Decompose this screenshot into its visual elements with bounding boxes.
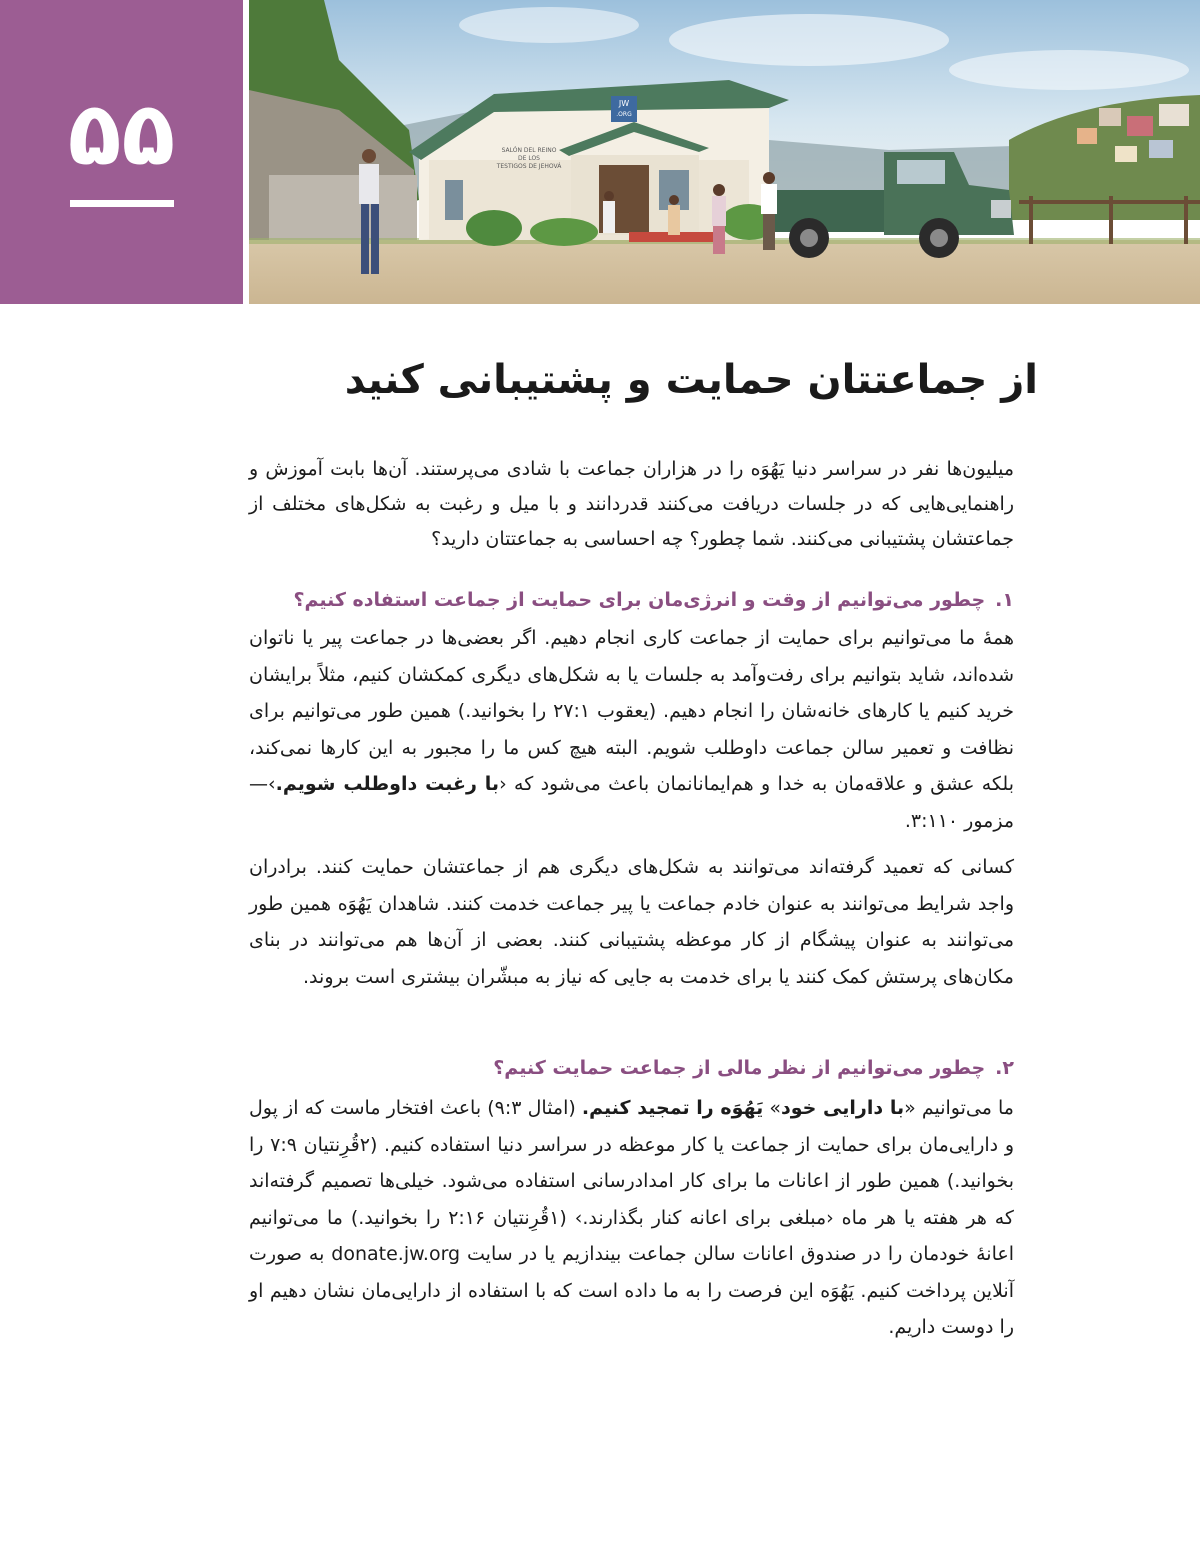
section-2-p1-text: (امثال ۹:۳) باعث افتخار ماست که از پول و دارایی‌مان برای حمایت از جماعت یا کار موعظه در سراسر دنیا استفاده کنیم. (۲قُرِنتیان ۷:۹ را بخوانید.) همین طور از اعانات ما برای کار امدادرسانی استفاده می‌شود. خیلی‌ها تصمیم گرفته‌اند که هر هفته یا هر ماه ‹مبلغی برای اعانه کنار بگذارند.› (۱قُرِنتیان ۲:۱۶ را بخوانید.) ما می‌توانیم اعانهٔ خودمان را در صندوق اعانات سالن جماعت بیندازیم یا در سایت (249, 1097, 1014, 1265)
section-1-paragraph-1 (249, 620, 1014, 839)
section-2-p1-mid: » (763, 1097, 781, 1119)
jw-logo-text: JW (618, 99, 630, 108)
lesson-number-underline (70, 200, 174, 207)
jw-logo-suffix: .ORG (616, 111, 632, 118)
section-1-question-text: چطور می‌توانیم از وقت و انرژی‌مان برای حمایت از جماعت استفاده کنیم؟ (293, 589, 986, 611)
donate-link[interactable]: donate.jw.org (331, 1243, 461, 1265)
section-1-number: ۱. (995, 589, 1014, 611)
section-1-paragraph-2: کسانی که تعمید گرفته‌اند می‌توانند به شکل‌های دیگری هم از جماعتشان حمایت کنند. برادران واجد شرایط می‌توانند به عنوان خادم جماعت یا پیر جماعت خدمت کنند. شاهدان یَهُوَه همین طور می‌توانند به عنوان پیشگام از کار موعظه پشتیبانی کنند. بعضی از آن‌ها هم می‌توانند در بنای مکان‌های پرستش کمک کنند یا برای خدمت به جایی که نیاز به مبشّران بیشتری است بروند. (249, 856, 1014, 988)
section-1-p1-bold: با رغبت داوطلب شویم. (275, 773, 500, 795)
section-2-p1-end: به صورت آنلاین پرداخت کنیم. یَهُوَه این فرصت را به ما داده است که با استفاده از دارایی‌مان نشان دهیم او را دوست داریم. (249, 1243, 1014, 1338)
page-title: از جماعتتان حمایت و پشتیبانی کنید (344, 357, 1038, 403)
sign-line-3: TESTIGOS DE JEHOVÁ (496, 163, 562, 170)
section-1-p1-end: ›—مزمور ۳:۱۱۰. (249, 773, 1014, 832)
sign-line-2: DE LOS (518, 155, 540, 162)
section-2-p1-bold-1: با دارایی خود (781, 1097, 905, 1119)
section-2-p1-start: ما می‌توانیم « (904, 1097, 1014, 1119)
section-2-question (249, 1052, 1014, 1084)
intro-paragraph: میلیون‌ها نفر در سراسر دنیا یَهُوَه را در هزاران جماعت با شادی می‌پرستند. آن‌ها بابت آموزش و راهنمایی‌هایی که در جلسات دریافت می‌کنند قدردانند و با میل و رغبت به شکل‌های مختلف از جماعتشان پشتیبانی می‌کنند. شما چطور؟ چه احساسی به جماعتتان دارید؟ (249, 458, 1014, 550)
section-1-p1-text: همهٔ ما می‌توانیم برای حمایت از جماعت کاری انجام دهیم. اگر بعضی‌ها در جماعت پیر یا ناتوان شده‌اند، شاید بتوانیم برای رفت‌وآمد به جلسات یا به شکل‌های دیگری کمکشان کنیم، مثلاً برایشان خرید کنیم یا کارهای خانه‌شان را انجام دهیم. (یعقوب ۲۷:۱ را بخوانید.) همین طور می‌توانیم برای نظافت و تعمیر سالن جماعت داوطلب شویم. البته هیچ کس ما را مجبور به این کارها نمی‌کند، بلکه عشق و علاقه‌مان به خدا و هم‌ایمانانمان باعث می‌شود که ‹ (249, 627, 1014, 795)
lesson-number: ۵۵ (67, 81, 176, 185)
section-1-question (249, 584, 1014, 616)
kingdom-hall-photo (249, 0, 1200, 304)
section-2-p1-bold-2: یَهُوَه را تمجید کنیم. (581, 1097, 764, 1119)
lesson-number-badge (0, 0, 243, 304)
section-2-number: ۲. (995, 1057, 1014, 1079)
sign-line-1: SALÓN DEL REINO (501, 147, 557, 154)
section-2-paragraph-1 (249, 1090, 1014, 1346)
section-2-question-text: چطور می‌توانیم از نظر مالی از جماعت حمایت کنیم؟ (493, 1057, 986, 1079)
lesson-header (0, 0, 1200, 304)
